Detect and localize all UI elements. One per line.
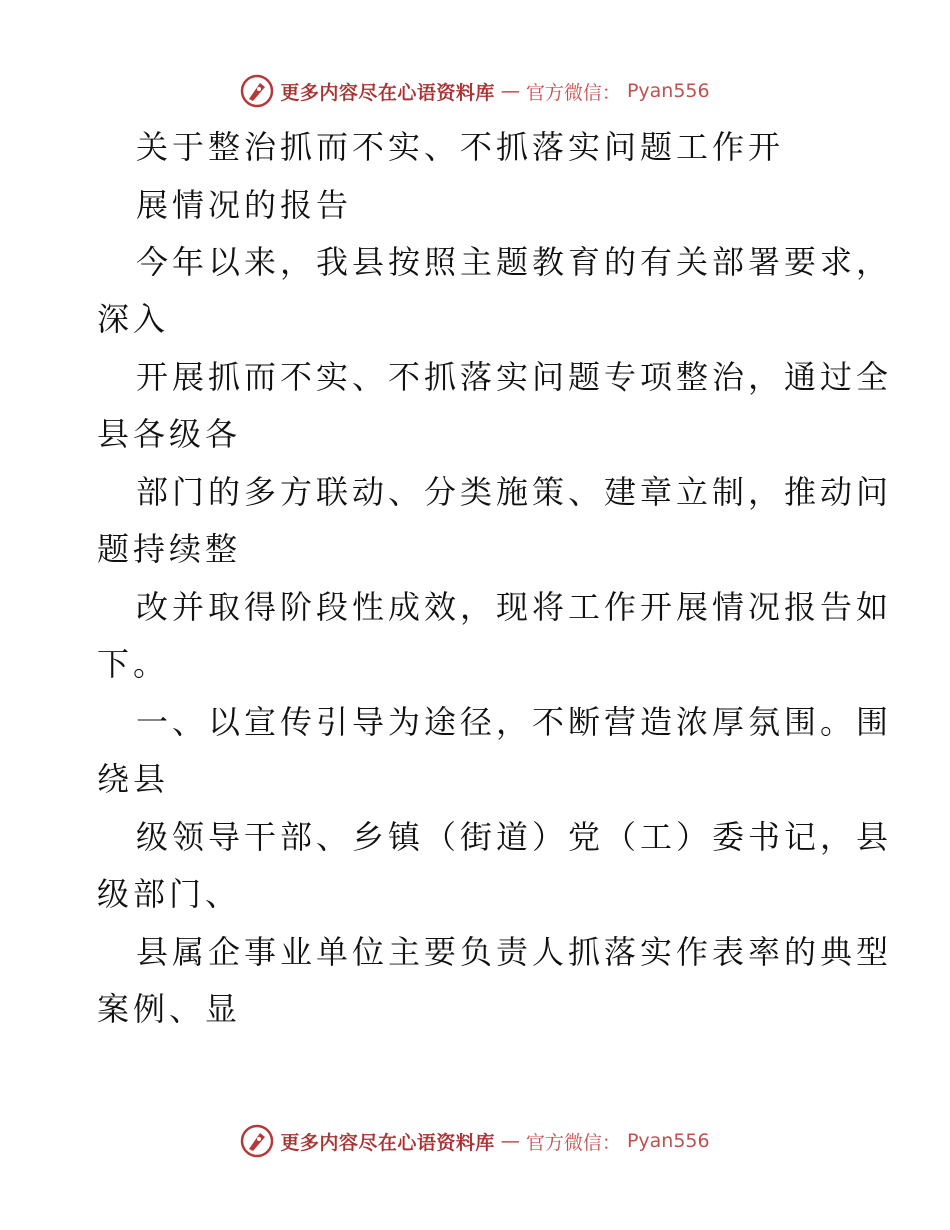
doc-line: 改并取得阶段性成效，现将工作开展情况报告如 [136, 588, 893, 626]
doc-line: 下。 [97, 645, 170, 683]
watermark-main-text: 更多内容尽在心语资料库 [280, 81, 495, 104]
doc-line: 题持续整 [97, 530, 242, 568]
doc-line: 深入 [97, 300, 170, 338]
watermark-sub-text: 官方微信： [525, 81, 621, 104]
doc-line: 级部门、 [97, 875, 242, 913]
watermark-separator: — [500, 80, 520, 102]
doc-line: 绕县 [97, 760, 170, 798]
watermark-sub-text: 官方微信： [525, 1131, 621, 1154]
watermark-account: Pyan556 [626, 1130, 710, 1152]
watermark-account: Pyan556 [626, 80, 710, 102]
watermark-header [0, 71, 950, 111]
pen-nib-logo-icon [240, 1124, 274, 1158]
watermark-footer [0, 1121, 950, 1161]
doc-title-line-2: 展情况的报告 [136, 186, 353, 224]
doc-line: 今年以来，我县按照主题教育的有关部署要求， [136, 243, 893, 281]
doc-line: 县各级各 [97, 415, 242, 453]
watermark-separator: — [500, 1130, 520, 1152]
watermark-main-text: 更多内容尽在心语资料库 [280, 1131, 495, 1154]
doc-line: 部门的多方联动、分类施策、建章立制，推动问 [136, 473, 893, 511]
doc-line: 开展抓而不实、不抓落实问题专项整治，通过全 [136, 358, 893, 396]
pen-nib-logo-icon [240, 74, 274, 108]
doc-line: 一、以宣传引导为途径，不断营造浓厚氛围。围 [136, 703, 893, 741]
doc-line: 案例、显 [97, 990, 242, 1028]
doc-title-line-1: 关于整治抓而不实、不抓落实问题工作开 [136, 128, 785, 166]
doc-line: 级领导干部、乡镇（街道）党（工）委书记，县 [136, 818, 893, 856]
doc-line: 县属企事业单位主要负责人抓落实作表率的典型 [136, 933, 893, 971]
